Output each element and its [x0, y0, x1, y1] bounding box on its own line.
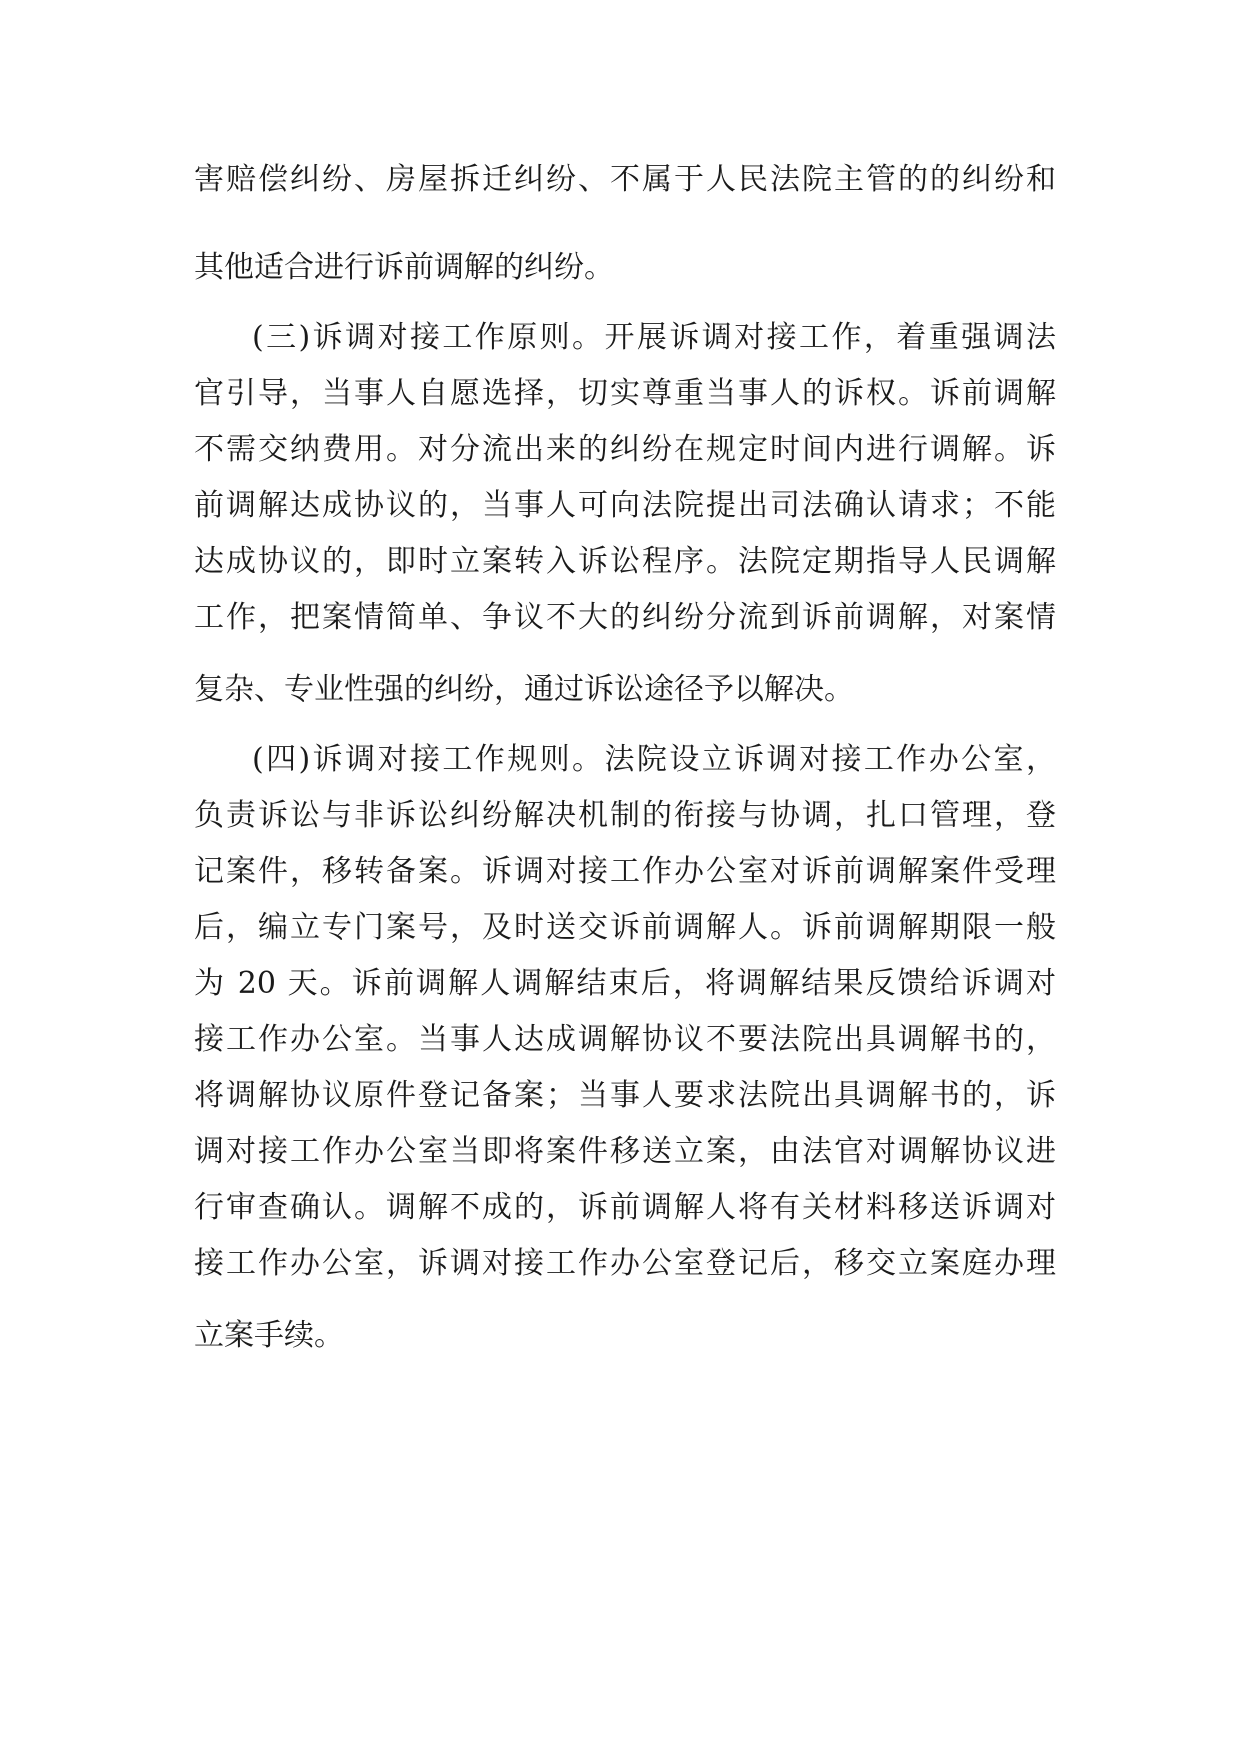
paragraph-line: 接工作办公室，诉调对接工作办公室登记后，移交立案庭办理: [194, 1246, 1056, 1281]
paragraph-line: 立案手续。: [194, 1318, 344, 1353]
paragraph-line: 前调解达成协议的，当事人可向法院提出司法确认请求；不能: [194, 488, 1056, 523]
paragraph-line: 将调解协议原件登记备案；当事人要求法院出具调解书的，诉: [194, 1078, 1056, 1113]
paragraph-line: 行审查确认。调解不成的，诉前调解人将有关材料移送诉调对: [194, 1190, 1056, 1225]
paragraph-line: 官引导，当事人自愿选择，切实尊重当事人的诉权。诉前调解: [194, 376, 1056, 411]
paragraph-line: 复杂、专业性强的纠纷，通过诉讼途径予以解决。: [194, 672, 854, 707]
paragraph-line: 调对接工作办公室当即将案件移送立案，由法官对调解协议进: [194, 1134, 1056, 1169]
paragraph-line: 不需交纳费用。对分流出来的纠纷在规定时间内进行调解。诉: [194, 432, 1056, 467]
paragraph-line: 为 20 天。诉前调解人调解结束后，将调解结果反馈给诉调对: [194, 966, 1056, 1001]
paragraph-line: 其他适合进行诉前调解的纠纷。: [194, 250, 614, 285]
paragraph-line: 后，编立专门案号，及时送交诉前调解人。诉前调解期限一般: [194, 910, 1056, 945]
paragraph-line: 达成协议的，即时立案转入诉讼程序。法院定期指导人民调解: [194, 544, 1056, 579]
section-heading-line: (四)诉调对接工作规则。法院设立诉调对接工作办公室，: [252, 742, 1056, 777]
paragraph-line: 害赔偿纠纷、房屋拆迁纠纷、不属于人民法院主管的的纠纷和: [194, 162, 1056, 197]
paragraph-line: 工作，把案情简单、争议不大的纠纷分流到诉前调解，对案情: [194, 600, 1056, 635]
paragraph-line: 记案件，移转备案。诉调对接工作办公室对诉前调解案件受理: [194, 854, 1056, 889]
paragraph-line: 负责诉讼与非诉讼纠纷解决机制的衔接与协调，扎口管理，登: [194, 798, 1056, 833]
paragraph-line: 接工作办公室。当事人达成调解协议不要法院出具调解书的，: [194, 1022, 1056, 1057]
section-heading-line: (三)诉调对接工作原则。开展诉调对接工作，着重强调法: [252, 320, 1056, 355]
